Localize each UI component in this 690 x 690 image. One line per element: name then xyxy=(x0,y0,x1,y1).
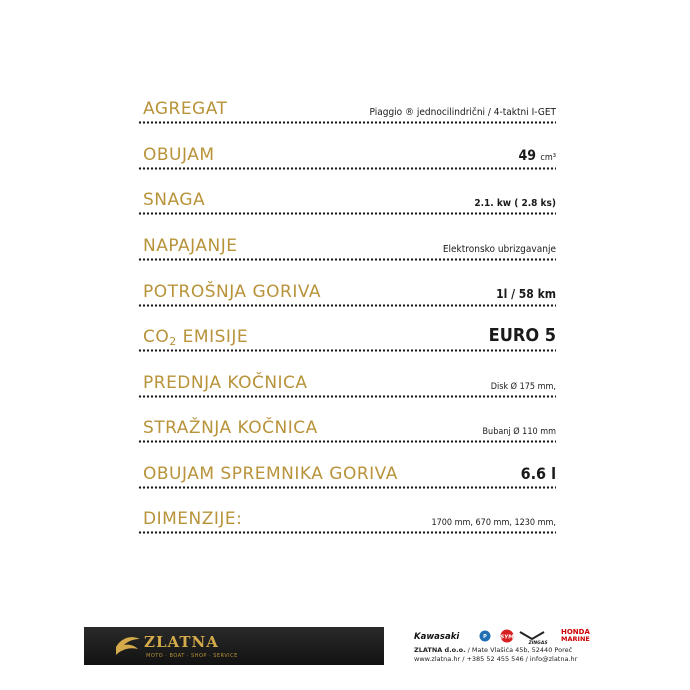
dotted-divider xyxy=(138,531,556,534)
brand-sym: SYM xyxy=(500,634,514,641)
dotted-divider xyxy=(138,258,556,261)
spec-value: 49 xyxy=(518,148,537,164)
spec-label: OBUJAM xyxy=(143,145,215,165)
spec-value-group xyxy=(518,148,556,164)
spec-value: Disk Ø 175 mm, xyxy=(490,382,556,392)
spec-value: Bubanj Ø 110 mm xyxy=(482,427,556,437)
spec-value: Piaggio ® jednocilindrični / 4-taktni I-GET xyxy=(369,107,556,118)
brand-honda xyxy=(561,629,590,643)
contact-address: / Mate Vlašića 45b, 52440 Poreč xyxy=(465,646,573,654)
spec-row-co2 xyxy=(138,318,556,352)
zlatna-logo-icon xyxy=(114,633,142,657)
dotted-divider xyxy=(138,304,556,307)
logo-tagline: MOTO · BOAT · SHOP · SERVICE xyxy=(146,653,238,659)
brand-zingas: ZINGAS xyxy=(528,641,548,645)
spec-label: POTROŠNJA GORIVA xyxy=(143,282,322,302)
spec-row-prednja-kocnica xyxy=(138,364,556,398)
footer xyxy=(84,627,606,665)
spec-value: 2.1. kw ( 2.8 ks) xyxy=(474,198,556,209)
spec-row-spremnik xyxy=(138,455,556,489)
dotted-divider xyxy=(138,395,556,398)
dotted-divider xyxy=(138,349,556,352)
partner-brands xyxy=(414,629,606,643)
spec-label: DIMENZIJE: xyxy=(143,509,243,529)
spec-label-group xyxy=(143,327,248,347)
dotted-divider xyxy=(138,167,556,170)
spec-value: 1l / 58 km xyxy=(496,287,556,301)
spec-row-potrosnja xyxy=(138,273,556,307)
brand-kawasaki: Kawasaki xyxy=(414,632,460,642)
spec-label: SNAGA xyxy=(143,190,206,210)
spec-label: PREDNJA KOČNICA xyxy=(143,373,308,393)
dotted-divider xyxy=(138,486,556,489)
spec-row-napajanje xyxy=(138,227,556,261)
brand-honda-name: HONDA xyxy=(561,628,590,636)
spec-value: 1700 mm, 670 mm, 1230 mm, xyxy=(431,518,556,528)
spec-row-obujam xyxy=(138,136,556,170)
spec-unit: cm³ xyxy=(540,153,556,163)
spec-label: CO xyxy=(143,327,170,347)
spec-row-agregat xyxy=(138,90,556,124)
dotted-divider xyxy=(138,121,556,124)
brand-honda-sub: MARINE xyxy=(561,635,590,643)
spec-label: OBUJAM SPREMNIKA GORIVA xyxy=(143,464,398,484)
spec-label: STRAŽNJA KOČNICA xyxy=(143,418,318,438)
contact-line-2: www.zlatna.hr / +385 52 455 546 / info@zlatna.hr xyxy=(414,654,578,663)
spec-label: NAPAJANJE xyxy=(143,236,238,256)
spec-value: 6.6 l xyxy=(520,464,556,483)
contact-info xyxy=(414,646,577,663)
spec-value: EURO 5 xyxy=(488,325,556,346)
contact-line-1 xyxy=(414,646,577,655)
dotted-divider xyxy=(138,212,556,215)
brand-bar xyxy=(84,627,384,665)
contact-company: ZLATNA d.o.o. xyxy=(414,646,466,654)
dotted-divider xyxy=(138,440,556,443)
spec-value: Elektronsko ubrizgavanje xyxy=(442,244,556,255)
spec-label: AGREGAT xyxy=(143,99,228,119)
svg-text:P: P xyxy=(483,634,487,640)
spec-row-snaga xyxy=(138,181,556,215)
logo-name: ZLATNA xyxy=(144,633,219,651)
spec-row-straznja-kocnica xyxy=(138,409,556,443)
spec-row-dimenzije xyxy=(138,500,556,534)
spec-label-subscript: 2 xyxy=(169,335,177,348)
spec-label-suffix: EMISIJE xyxy=(176,327,249,347)
